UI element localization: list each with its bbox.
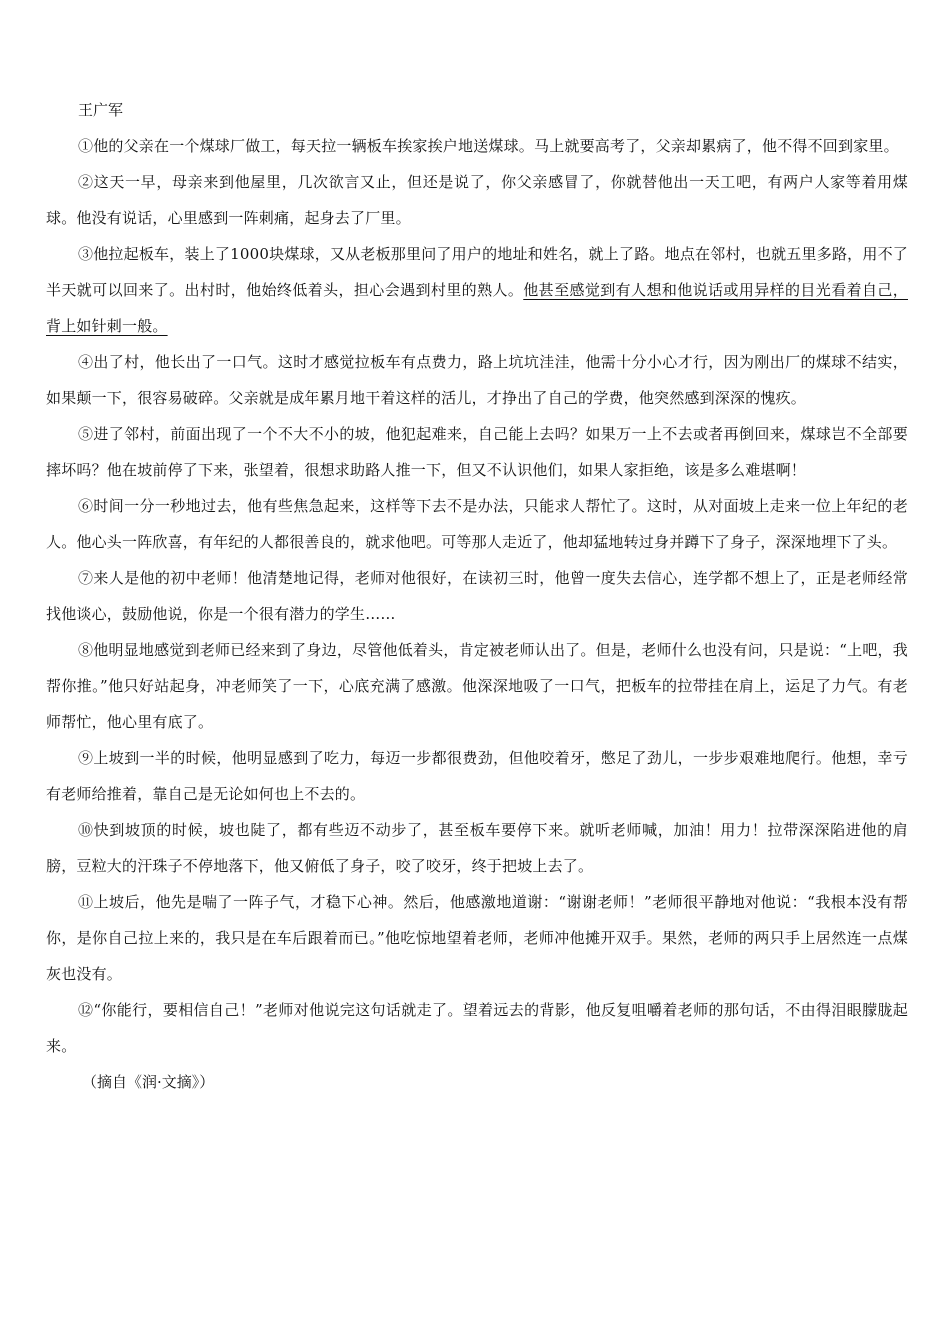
paragraph-2: ②这天一早，母亲来到他屋里，几次欲言又止，但还是说了，你父亲感冒了，你就替他出一天工吧，有两户人家等着用煤球。他没有说话，心里感到一阵刺痛，起身去了厂里。 [46,173,908,227]
paragraph-8: ⑧他明显地感觉到老师已经来到了身边，尽管他低着头，肯定被老师认出了。但是，老师什么也没有问，只是说：“上吧，我帮你推。”他只好站起身，冲老师笑了一下，心底充满了感激。他深深地吸了一口气，把板车的拉带挂在肩上，运足了力气。有老师帮忙，他心里有底了。 [46,641,908,731]
paragraph-10: ⑩快到坡顶的时候，坡也陡了，都有些迈不动步了，甚至板车要停下来。就听老师喊，加油！用力！拉带深深陷进他的肩膀，豆粒大的汗珠子不停地落下，他又俯低了身子，咬了咬牙，终于把坡上去了。 [46,821,908,875]
article [46,92,908,1100]
paragraph-11: ⑪上坡后，他先是喘了一阵子气，才稳下心神。然后，他感激地道谢：“谢谢老师！”老师很平静地对他说：“我根本没有帮你，是你自己拉上来的，我只是在车后跟着而已。”他吃惊地望着老师，老师冲他摊开双手。果然，老师的两只手上居然连一点煤灰也没有。 [46,893,908,983]
article-author: 王广军 [78,101,124,119]
paragraph-7: ⑦来人是他的初中老师！他清楚地记得，老师对他很好，在读初三时，他曾一度失去信心，连学都不想上了，正是老师经常找他谈心，鼓励他说，你是一个很有潜力的学生…… [46,569,908,623]
underlined-sentence: 他甚至感觉到有人想和他说话或用异样的目光看着自己，背上如针刺一般。 [46,281,908,335]
paragraph-4: ④出了村，他长出了一口气。这时才感觉拉板车有点费力，路上坑坑洼洼，他需十分小心才行，因为刚出厂的煤球不结实，如果颠一下，很容易破碎。父亲就是成年累月地干着这样的活儿，才挣出了自己的学费，他突然感到深深的愧疚。 [46,353,908,407]
paragraph-12: ⑫“你能行，要相信自己！”老师对他说完这句话就走了。望着远去的背影，他反复咀嚼着老师的那句话，不由得泪眼朦胧起来。 [46,1001,908,1055]
paragraph-5: ⑤进了邻村，前面出现了一个不大不小的坡，他犯起难来，自己能上去吗？如果万一上不去或者再倒回来，煤球岂不全部要摔坏吗？他在坡前停了下来，张望着，很想求助路人推一下，但又不认识他们，如果人家拒绝，该是多么难堪啊！ [46,425,908,479]
paragraph-6: ⑥时间一分一秒地过去，他有些焦急起来，这样等下去不是办法，只能求人帮忙了。这时，从对面坡上走来一位上年纪的老人。他心头一阵欣喜，有年纪的人都很善良的，就求他吧。可等那人走近了，他却猛地转过身并蹲下了身子，深深地埋下了头。 [46,497,908,551]
paragraph-1: ①他的父亲在一个煤球厂做工，每天拉一辆板车挨家挨户地送煤球。马上就要高考了，父亲却累病了，他不得不回到家里。 [78,137,899,155]
paragraph-9: ⑨上坡到一半的时候，他明显感到了吃力，每迈一步都很费劲，但他咬着牙，憋足了劲儿，一步步艰难地爬行。他想，幸亏有老师给推着，靠自己是无论如何也上不去的。 [46,749,908,803]
paragraph-3: ③他拉起板车，装上了1000块煤球，又从老板那里问了用户的地址和姓名，就上了路。地点在邻村，也就五里多路，用不了半天就可以回来了。出村时，他始终低着头，担心会遇到村里的熟人。他甚至感觉到有人想和他说话或用异样的目光看着自己，背上如针刺一般。 [46,245,908,335]
article-source: （摘自《润·文摘》） [82,1073,215,1091]
